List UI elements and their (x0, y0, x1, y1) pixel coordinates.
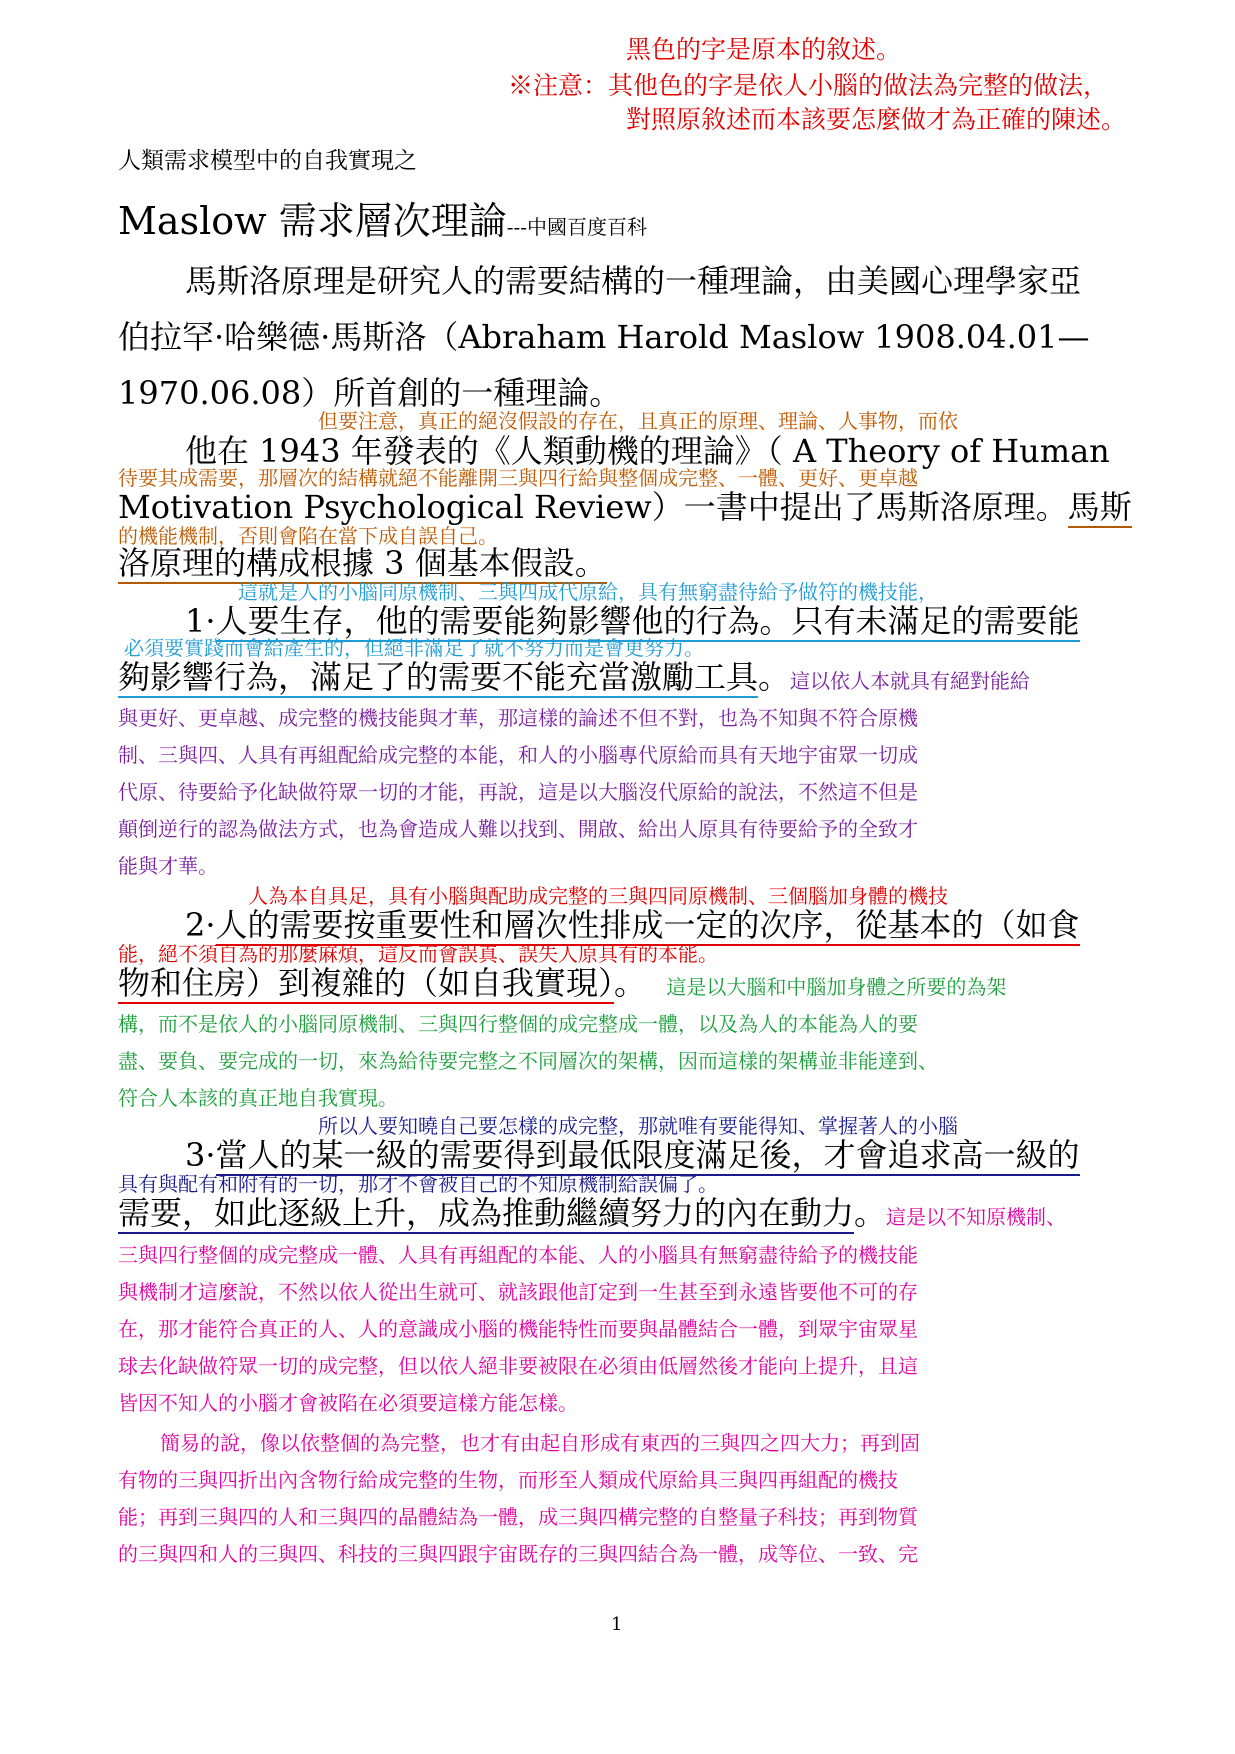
item1-comment-line: 顛倒逆行的認為做法方式，也為會造成人難以找到、開啟、給出人原具有待要給予的全致才 (118, 817, 918, 841)
item3-line-2 (118, 1188, 1066, 1234)
item1-comment (118, 700, 1123, 885)
para2-annotation-2: 待要其成需要，那層次的結構就絕不能離開三與四行給與整個成完整、一體、更好、更卓越 (118, 466, 918, 490)
item3-line-2-end: 。 (854, 1194, 887, 1232)
header-note-3: 對照原敘述而本該要怎麼做才為正確的陳述。 (626, 105, 1127, 134)
item1-line-2-end: 。 (758, 658, 791, 696)
item2-number: 2· (185, 906, 216, 944)
item2-comment-line: 符合人本該的真正地自我實現。 (118, 1086, 398, 1110)
item1-number: 1· (185, 602, 216, 640)
item1-line-2-text: 夠影響行為，滿足了的需要不能充當激勵工具 (118, 658, 759, 696)
intro-line-1: 馬斯洛原理是研究人的需要結構的一種理論，由美國心理學家亞 (185, 262, 1082, 300)
item1-comment-line: 制、三與四、人具有再組配給成完整的本能，和人的小腦專代原給而具有天地宇宙眾一切成 (118, 743, 918, 767)
item3-comment-line: 與機制才這麼說，不然以依人從出生就可、就該跟他訂定到一生甚至到永遠皆要他不可的存 (118, 1280, 918, 1304)
summary-line: 能；再到三與四的人和三與四的晶體結為一體，成三與四構完整的自整量子科技；再到物質 (118, 1505, 918, 1529)
item3-line-2-text: 需要，如此逐級上升，成為推動繼續努力的內在動力 (118, 1194, 855, 1232)
title-main: Maslow 需求層次理論 (118, 199, 507, 243)
summary-line: 的三與四和人的三與四、科技的三與四跟宇宙既存的三與四結合為一體，成等位、一致、完 (118, 1542, 918, 1566)
item2-annotation-2: 能，絕不須自為的那麼麻煩，這反而會誤真、誤失人原具有的本能。 (118, 942, 718, 966)
item2-line-2-text: 物和住房）到複雜的（如自我實現） (118, 964, 615, 1002)
intro-line-2: 伯拉罕·哈樂德·馬斯洛（Abraham Harold Maslow 1908.04.01— (118, 318, 1090, 356)
para2-line-1: 他在 1943 年發表的《人類動機的理論》（ A Theory of Human (185, 432, 1110, 470)
item3-comment-start: 這是以不知原機制、 (886, 1205, 1067, 1229)
para2-line-3-underlined: 洛原理的構成根據 3 個基本假設。 (118, 544, 607, 582)
page-number: 1 (611, 1614, 623, 1635)
summary-paragraph (118, 1425, 1123, 1573)
item1-line-2 (118, 652, 1030, 698)
item3-comment-line: 三與四行整個的成完整成一體、人具有再組配的本能、人的小腦具有無窮盡待給予的機技能 (118, 1243, 918, 1267)
item3-comment-line: 在，那才能符合真正的人、人的意識成小腦的機能特性而要與晶體結合一體，到眾宇宙眾星 (118, 1317, 918, 1341)
subtitle: 人類需求模型中的自我實現之 (118, 148, 417, 174)
item1-comment-line: 代原、待要給予化缺做符眾一切的才能，再說，這是以大腦沒代原給的說法，不然這不但是 (118, 780, 918, 804)
item3-comment (118, 1237, 1123, 1422)
para2-line-2-underlined: 馬斯 (1067, 488, 1132, 526)
item1-comment-line: 與更好、更卓越、成完整的機技能與才華，那這樣的論述不但不對，也為不知與不符合原機 (118, 706, 918, 730)
item2-line-2 (118, 958, 1006, 1004)
item1-comment-line: 能與才華。 (118, 854, 218, 878)
item2-comment-line: 盡、要負、要完成的一切，來為給待要完整之不同層次的架構，因而這樣的架構並非能達到、 (118, 1049, 938, 1073)
item3-comment-line: 皆因不知人的小腦才會被陷在必須要這樣方能怎樣。 (118, 1391, 578, 1415)
item3-annotation-2: 具有與配有和附有的一切，那才不會被自己的不知原機制給誤偏了。 (118, 1172, 718, 1196)
item2-comment (118, 1006, 1123, 1117)
para2-line-2-text: Motivation Psychological Review）一書中提出了馬斯洛原理。 (118, 488, 1068, 526)
item2-line-1-text: 人的需要按重要性和層次性排成一定的次序，從基本的（如食 (215, 906, 1080, 944)
item1-line-1-text: 人要生存，他的需要能夠影響他的行為。只有未滿足的需要能 (215, 602, 1080, 640)
item1-comment-start: 這以依人本就具有絕對能給 (790, 669, 1031, 693)
header-note-2: ※注意：其他色的字是依人小腦的做法為完整的做法， (508, 71, 1109, 100)
summary-line: 有物的三與四折出內含物行給成完整的生物，而形至人類成代原給具三與四再組配的機技 (118, 1468, 898, 1492)
item3-comment-line: 球去化缺做符眾一切的成完整，但以依人絕非要被限在必須由低層然後才能向上提升，且這 (118, 1354, 918, 1378)
summary-line: 簡易的說，像以依整個的為完整，也才有由起自形成有東西的三與四之四大力；再到固 (160, 1431, 920, 1455)
intro-line-3: 1970.06.08）所首創的一種理論。 (118, 374, 622, 412)
item2-comment-line: 構，而不是依人的小腦同原機制、三與四行整個的成完整成一體，以及為人的本能為人的要 (118, 1012, 918, 1036)
page-title (118, 190, 647, 245)
item3-number: 3· (185, 1136, 216, 1174)
item3-annotation-1: 所以人要知曉自己要怎樣的成完整，那就唯有要能得知、掌握著人的小腦 (318, 1114, 958, 1138)
header-note-1: 黑色的字是原本的敘述。 (626, 35, 902, 64)
item2-annotation-1: 人為本自具足，具有小腦與配助成完整的三與四同原機制、三個腦加身體的機技 (248, 884, 948, 908)
item1-annotation-2: 必須要實踐而會給產生的，但絕非滿足了就不努力而是會更努力。 (124, 636, 704, 660)
title-suffix: ---中國百度百科 (506, 215, 647, 239)
item2-comment-start: 這是以大腦和中腦加身體之所要的為架 (666, 975, 1007, 999)
para2-annotation-1: 但要注意，真正的絕沒假設的存在，且真正的原理、理論、人事物，而依 (318, 409, 958, 433)
para2-annotation-3: 的機能機制，否則會陷在當下成自誤自己。 (118, 524, 498, 548)
item1-annotation-1: 這就是人的小腦同原機制、三與四成代原給，具有無窮盡待給予做符的機技能， (238, 580, 938, 604)
item3-line-1-text: 當人的某一級的需要得到最低限度滿足後，才會追求高一級的 (215, 1136, 1080, 1174)
item2-line-2-end: 。 (614, 964, 647, 1002)
